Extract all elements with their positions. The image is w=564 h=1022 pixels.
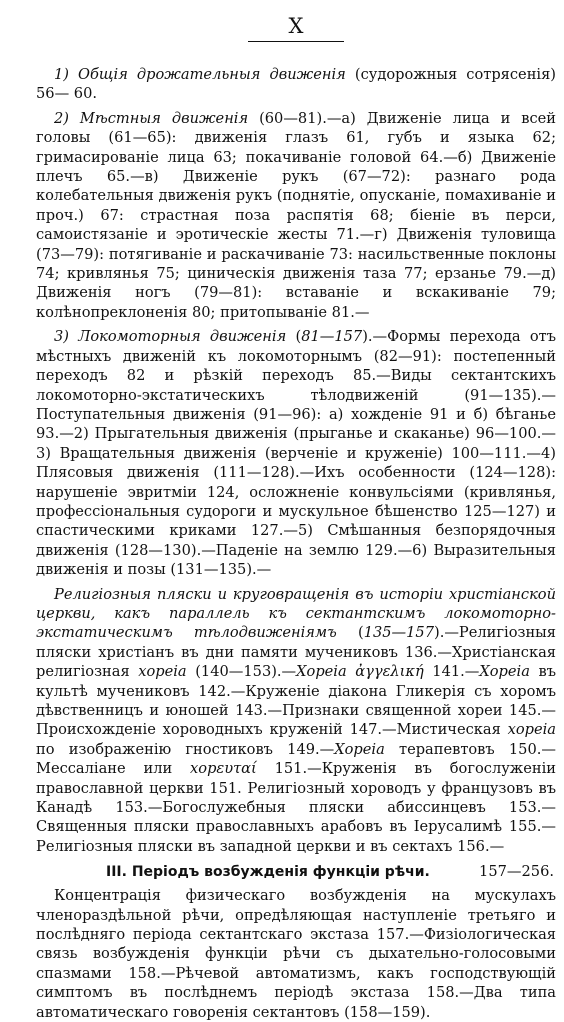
italic-text-run: хорευταί: [190, 760, 257, 778]
text-run: (60—81).—а) Движеніе лица и всей головы (61—65): движенія глазъ 61, губъ и языка 62; гримасированіе лица 63; покачиваніе головой 64.—б) Движеніе плечъ 65.—в) Движеніе рукъ (67—72): разнаго рода колебательныя движенія рукъ (поднятіе, опусканіе, помахиваніе и проч.) 67: страстная поза распятія 68; біеніе въ перси, самоистязаніе и эротическіе жесты 71.—г) Движенія туловища (73—79): потягиваніе и раскачиваніе 73: насильственные поклоны 74; кривлянья 75; циническія движенія таза 77; ерзанье 79.—д) Движенія ногъ (79—81): вставаніе и вскакиваніе 79; колѣнопреклоненія 80; притопываніе 81.—: [36, 109, 556, 321]
section-heading: [36, 862, 556, 882]
section-title: III. Періодъ возбужденія функціи рѣчи.: [106, 864, 430, 881]
italic-text-run: 2): [54, 109, 80, 127]
italic-text-run: хореiа: [138, 663, 187, 681]
italic-text-run: Локомоторныя движенія: [78, 328, 287, 346]
italic-text-run: Хореiа: [479, 663, 530, 681]
italic-text-run: Мѣстныя движенія: [79, 109, 249, 127]
text-run: въ культѣ мучениковъ 142.—Круженіе діакона Гликерія съ хоромъ дѣвственницъ и юношей 143.—Признаки священной хореи 145.—Происхожденіе хороводныхъ круженій 147.—Мистическая: [36, 663, 556, 739]
paragraph-local-movements: [36, 109, 556, 322]
text-run: по изображенію гностиковъ 149.—: [36, 740, 335, 758]
italic-text-run: Общія дрожательныя движенія: [78, 66, 346, 83]
paragraph-speech-function: [36, 886, 556, 1022]
text-run: 151.—Круженія въ богослуженіи православной церкви 151. Религіозный хороводъ у французовъ въ Канадѣ 153.—Богослужебныя пляски абиссинцевъ 153.—Священныя пляски православныхъ арабовъ въ Іерусалимѣ 155.—Религіозныя пляски въ западной церкви и въ сектахъ 156.—: [36, 760, 556, 855]
paragraph-locomotor-movements: [36, 327, 556, 579]
text-run: ).—Религіозныя пляски христіанъ въ дни памяти мучениковъ 136.—Христіанская религіозная: [36, 624, 556, 681]
italic-text-run: 1): [54, 66, 79, 83]
text-run: 141.—: [423, 663, 480, 681]
italic-text-run: хореiа: [507, 721, 556, 739]
italic-text-run: 135—157: [363, 624, 434, 642]
paragraph-general-tremors: [36, 65, 556, 104]
paragraph-religious-dances: [36, 585, 556, 857]
text-run: терапевтовъ 150.—Мессаліане или: [36, 740, 556, 778]
header-rule: [248, 41, 344, 42]
text-run: Концентрація физическаго возбужденія на мускулахъ членораздѣльной рѣчи, опредѣляющая наступленіе третьяго и послѣдняго періода сектантскаго экстаза 157.—Физіологическая связь возбужденія функціи рѣчи съ дыхательно-голосовыми спазмами 158.—Рѣчевой автоматизмъ, какъ господствующій симптомъ въ послѣднемъ періодѣ экстаза 158.—Два типа автоматическаго говоренія сектантовъ (158—159).: [36, 887, 556, 1021]
text-run: (: [286, 328, 302, 346]
italic-text-run: Религіозныя пляски и круговращенія въ исторіи христіанской церкви, какъ параллель къ сектантскимъ локомоторно-экстатическимъ тѣлодвиженіямъ: [36, 585, 556, 642]
text-run: (: [336, 624, 364, 642]
text-run: (140—153).—: [186, 663, 297, 681]
page-numeral: X: [288, 14, 304, 38]
text-run: (судорожныя сотрясенія) 56— 60.: [36, 66, 556, 103]
italic-text-run: 3): [54, 328, 79, 346]
text-run: ).—Формы перехода отъ мѣстныхъ движеній къ локомоторнымъ (82—91): постепенный переходъ 82 и рѣзкій переходъ 85.—Виды сектантскихъ локомоторно-экстатическихъ тѣлодвиженій (91—135).—Поступательныя движенія (91—96): а) хожденіе 91 и б) бѣганье 93.—2) Прыгательныя движенія (прыганье и скаканье) 96—100.—3) Вращательныя движенія (верченіе и круженіе) 100—111.—4) Плясовыя движенія (111—128).—Ихъ особенности (124—128): нарушеніе эвритміи 124, осложненіе конвульсіями (кривлянья, профессіональныя судороги и мускульное бѣшенство 125—127) и спастическими криками 127.—5) Смѣшанныя безпорядочныя движенія (128—130).—Паденіе на землю 129.—6) Выразительныя движенія и позы (131—135).—: [36, 328, 557, 579]
italic-text-run: Хореiа ἀγγελική: [296, 663, 424, 681]
section-page-range: 157—256.: [479, 863, 554, 881]
italic-text-run: Хореiа: [334, 740, 385, 758]
italic-text-run: 81—157: [301, 328, 363, 346]
